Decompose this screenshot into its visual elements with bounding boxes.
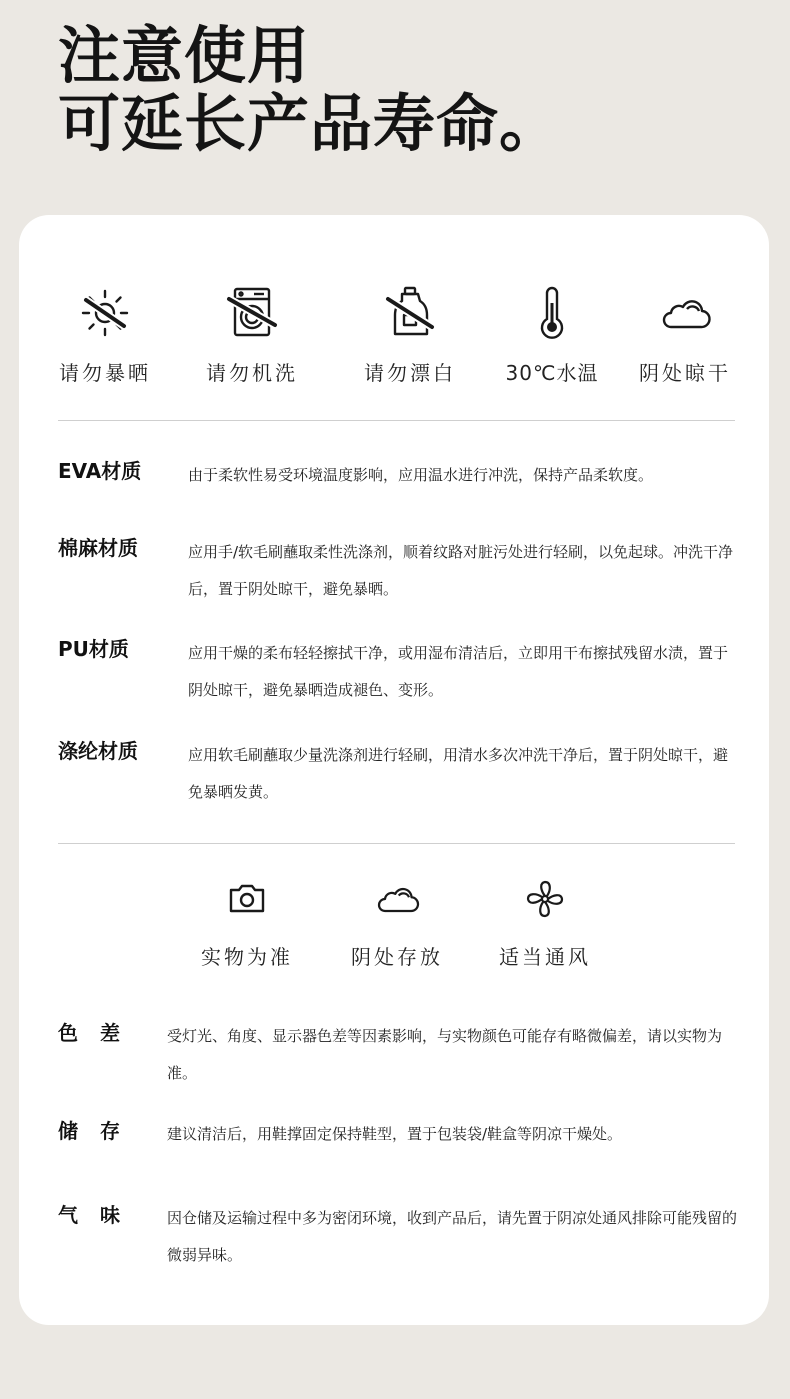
note-text: 受灯光、角度、显示器色差等因素影响，与实物颜色可能存有略微偏差，请以实物为准。	[167, 1027, 723, 1082]
divider-2	[58, 843, 735, 844]
material-label: PU材质	[58, 637, 129, 661]
tip-item-actual-product	[172, 875, 322, 970]
care-label-no-bleach: 请勿漂白	[364, 361, 456, 385]
care-item-water-temp	[477, 285, 627, 386]
tip-label-ventilation: 适当通风	[499, 945, 591, 969]
material-text: 由于柔软性易受环境温度影响，应用温水进行冲洗，保持产品柔软度。	[188, 466, 654, 484]
care-label-no-machine-wash: 请勿机洗	[206, 361, 298, 385]
thermometer-icon	[524, 285, 580, 341]
care-label-shade-dry: 阴处晾干	[639, 361, 731, 385]
material-label: EVA材质	[58, 459, 142, 483]
care-item-shade-dry	[610, 285, 760, 386]
no-machine-wash-icon	[224, 285, 280, 341]
note-text: 建议清洁后，用鞋撑固定保持鞋型，置于包装袋/鞋盒等阴凉干燥处。	[167, 1125, 623, 1143]
care-item-no-sun	[30, 285, 180, 386]
tip-label-actual-product: 实物为准	[201, 945, 293, 969]
tip-item-ventilation	[470, 875, 620, 970]
no-bleach-icon	[382, 285, 438, 341]
camera-icon	[223, 875, 271, 923]
material-text: 应用软毛刷蘸取少量洗涤剂进行轻刷，用清水多次冲洗干净后，置于阴处晾干，避免暴晒发黄。	[188, 746, 729, 801]
care-item-no-bleach	[335, 285, 485, 386]
material-text: 应用手/软毛刷蘸取柔性洗涤剂，顺着纹路对脏污处进行轻刷，以免起球。冲洗干净后，置于阴处晾干，避免暴晒。	[188, 543, 734, 598]
cloud-icon	[373, 875, 421, 923]
note-text: 因仓储及运输过程中多为密闭环境，收到产品后，请先置于阴凉处通风排除可能残留的微弱异味。	[167, 1209, 738, 1264]
note-label: 储存	[58, 1119, 142, 1143]
tips-icon-row	[19, 875, 769, 985]
care-card	[19, 215, 769, 1325]
care-item-no-machine-wash	[177, 285, 327, 386]
care-label-no-sun: 请勿暴晒	[59, 361, 151, 385]
no-sun-icon	[77, 285, 133, 341]
tip-label-shade-storage: 阴处存放	[351, 945, 443, 969]
note-label: 气味	[58, 1203, 142, 1227]
cloud-icon	[657, 285, 713, 341]
headline-line-2: 可延长产品寿命。	[58, 87, 563, 160]
material-label: 涤纶材质	[58, 739, 138, 763]
fan-icon	[521, 875, 569, 923]
material-label: 棉麻材质	[58, 536, 138, 560]
headline-line-1: 注意使用	[58, 19, 311, 92]
material-text: 应用干燥的柔布轻轻擦拭干净，或用湿布清洁后，立即用干布擦拭残留水渍，置于阴处晾干，避免暴晒造成褪色、变形。	[188, 644, 729, 699]
care-icon-row	[19, 285, 769, 395]
care-label-water-temp: 30℃水温	[505, 361, 599, 385]
divider-1	[58, 420, 735, 421]
headline	[58, 19, 563, 160]
note-label: 色差	[58, 1021, 142, 1045]
tip-item-shade-storage	[322, 875, 472, 970]
